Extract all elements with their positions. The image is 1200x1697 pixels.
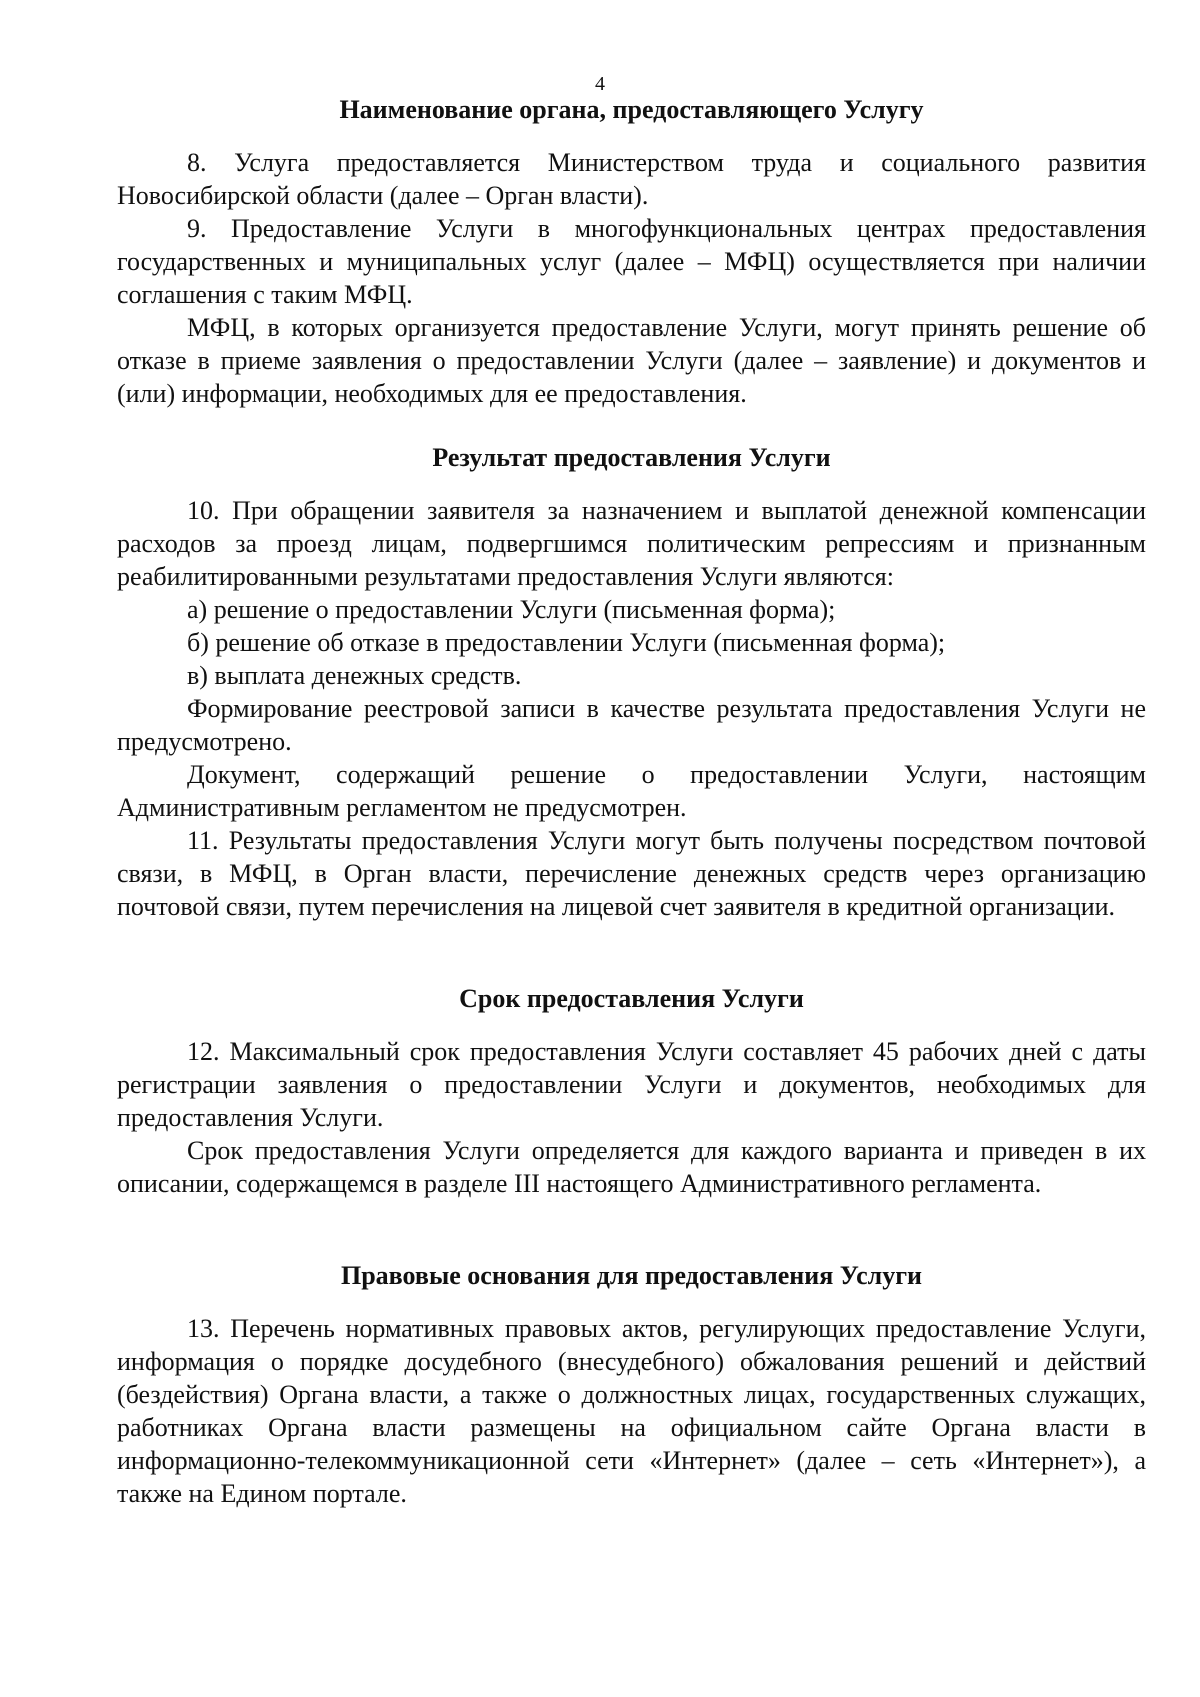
document-body — [117, 94, 1146, 1510]
list-item-c: в) выплата денежных средств. — [187, 661, 522, 690]
paragraph-13: 13. Перечень нормативных правовых актов, регулирующих предоставление Услуги, информация о порядке досудебного (внесудебного) обжалования решений и действий (бездействия) Органа власти, а также о должностных лицах, государственных служащих, работниках Органа власти размещены на официальном сайте Органа власти в информационно-телекоммуникационной сети «Интернет» (далее – сеть «Интернет»), а также на Едином портале. — [117, 1314, 1146, 1508]
section-heading-legal-basis: Правовые основания для предоставления Услуги — [341, 1261, 922, 1290]
list-item-b: б) решение об отказе в предоставлении Услуги (письменная форма); — [187, 628, 946, 657]
section-heading-authority: Наименование органа, предоставляющего Услугу — [339, 95, 924, 124]
paragraph-8: 8. Услуга предоставляется Министерством труда и социального развития Новосибирской области (далее – Орган власти). — [117, 148, 1146, 210]
paragraph-mfc-refusal: МФЦ, в которых организуется предоставление Услуги, могут принять решение об отказе в приеме заявления о предоставлении Услуги (далее – заявление) и документов и (или) информации, необходимых для ее предоставления. — [117, 313, 1146, 408]
paragraph-12: 12. Максимальный срок предоставления Услуги составляет 45 рабочих дней с даты регистрации заявления о предоставлении Услуги и документов, необходимых для предоставления Услуги. — [117, 1037, 1146, 1132]
page-number: 4 — [595, 73, 605, 95]
list-item-a: а) решение о предоставлении Услуги (письменная форма); — [187, 595, 836, 624]
section-heading-result: Результат предоставления Услуги — [432, 443, 831, 472]
paragraph-decision-document: Документ, содержащий решение о предоставлении Услуги, настоящим Административным регламентом не предусмотрен. — [117, 760, 1146, 822]
paragraph-9: 9. Предоставление Услуги в многофункциональных центрах предоставления государственных и муниципальных услуг (далее – МФЦ) осуществляется при наличии соглашения с таким МФЦ. — [117, 214, 1146, 309]
paragraph-registry-record: Формирование реестровой записи в качестве результата предоставления Услуги не предусмотрено. — [117, 694, 1146, 756]
paragraph-10: 10. При обращении заявителя за назначением и выплатой денежной компенсации расходов за проезд лицам, подвергшимся политическим репрессиям и признанным реабилитированными результатами предоставления Услуги являются: — [117, 496, 1146, 591]
paragraph-term-variants: Срок предоставления Услуги определяется для каждого варианта и приведен в их описании, содержащемся в разделе III настоящего Административного регламента. — [117, 1136, 1146, 1198]
section-heading-term: Срок предоставления Услуги — [459, 984, 804, 1013]
paragraph-11: 11. Результаты предоставления Услуги могут быть получены посредством почтовой связи, в МФЦ, в Орган власти, перечисление денежных средств через организацию почтовой связи, путем перечисления на лицевой счет заявителя в кредитной организации. — [117, 826, 1146, 921]
